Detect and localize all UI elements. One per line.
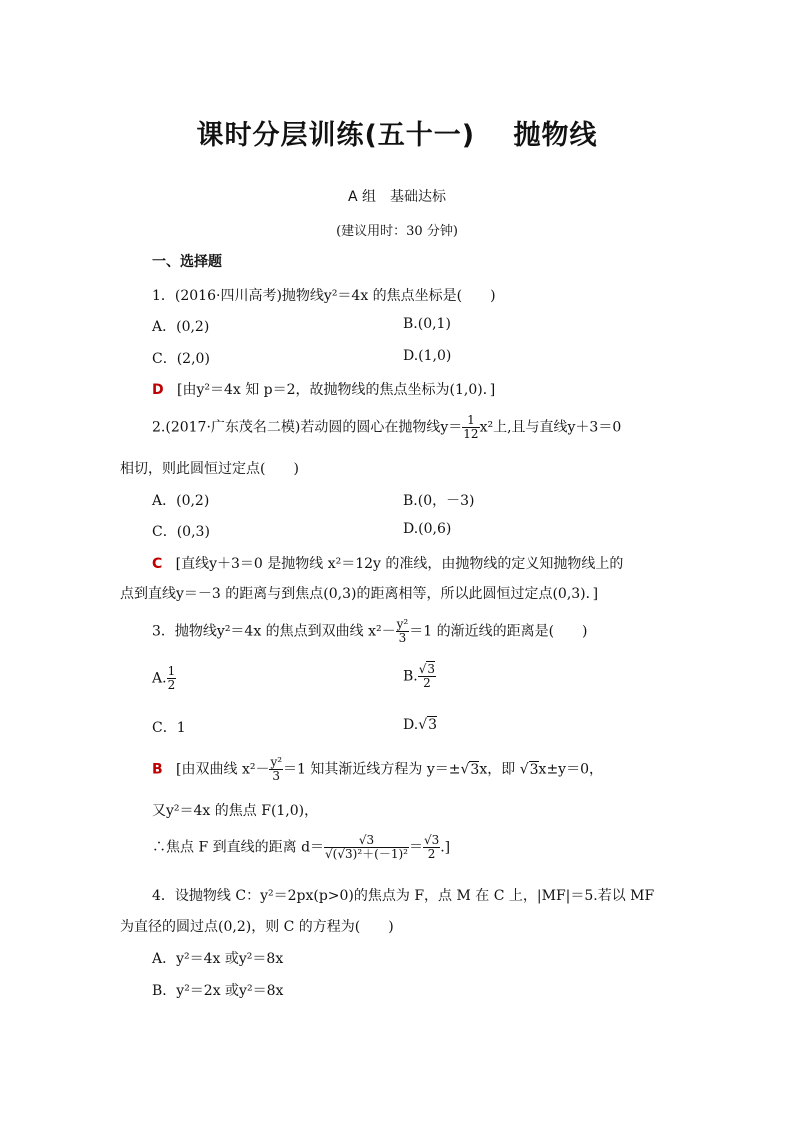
q3-option-a-den: 2 [167,678,176,692]
q2-stem-line2: 相切，则此圆恒过定点( ) [120,461,299,477]
q3-answer-fraction-num: y² [270,755,283,769]
q2-stem [152,414,621,441]
q2-answer [152,553,623,573]
q2-fraction-den: 12 [463,427,479,441]
q3-distance-num: √3 [324,834,409,848]
q1-option-b: B.(0,1) [403,316,451,332]
q2-answer-letter: C [152,556,163,572]
q3-answer-line3-end: .] [440,839,451,856]
q4-stem-line1: 4．设抛物线 C：y²＝2px(p>0)的焦点为 F，点 M 在 C 上，|MF|＝5.若以 MF [152,888,655,904]
q2-fraction [462,414,479,441]
q3-result-num: √3 [423,833,440,847]
q3-option-c: C．1 [152,720,186,736]
q1-stem: 1．(2016·四川高考)抛物线y²＝4x 的焦点坐标是( ) [152,288,496,304]
q3-option-b-num: √3 [418,662,436,676]
page-title: 课时分层训练(五十一) 抛物线 [196,120,598,151]
q3-distance-fraction [324,834,409,861]
q3-option-a-label: A. [152,670,167,687]
q3-stem [152,618,588,645]
q4-option-b: B．y²＝2x 或y²＝8x [152,983,284,999]
q1-answer-letter: D [152,382,164,398]
q2-stem-part-b: x²上,且与直线y＋3＝0 [479,419,622,436]
q1-answer-text: [由y²＝4x 知 p＝2，故抛物线的焦点坐标为(1,0)．] [176,382,496,398]
q3-fraction-den: 3 [398,631,407,645]
q3-answer-radicand-2: 3 [529,761,539,778]
q3-option-d-radicand: 3 [428,717,438,733]
q3-answer-line1: B [由双曲线 x²－ $\frac{\text{y²}}{3}$ ＝1 知其渐近线方程为 y＝±√3x，即 √3x±y＝0， [152,755,603,783]
q2-answer-line2: 点到直线y＝－3 的距离与到焦点(0,3)的距离相等，所以此圆恒过定点(0,3)．] [120,586,599,602]
q3-answer-part-a: [由双曲线 x²－ [176,761,270,778]
q1-option-a: A．(0,2) [152,319,210,335]
q3-option-b-label: B. [403,668,418,685]
q2-option-a: A．(0,2) [152,493,210,509]
q4-option-a: A．y²＝4x 或y²＝8x [152,951,284,967]
q3-result-fraction [423,834,440,861]
q3-answer-part-c: x，即 [479,761,520,778]
q3-fraction [396,618,410,645]
q3-result-den: 2 [427,847,436,861]
q2-stem-part-a: 2.(2017·广东茂名二模)若动圆的圆心在抛物线y＝ [152,419,463,436]
q3-answer-line2: 又y²＝4x 的焦点 F(1,0)， [152,803,319,819]
q3-answer-line3 [152,834,450,861]
q3-option-a-fraction [167,665,177,692]
q3-option-d-label: D. [403,717,419,733]
q3-option-b-radicand: 3 [427,662,436,676]
q3-option-b-den: 2 [423,676,431,690]
q3-stem-part-b: ＝1 的渐近线的距离是( ) [409,623,588,640]
q2-option-b: B.(0，－3) [403,493,475,509]
q3-distance-den: √(√3)²＋(－1)² [325,847,408,861]
q3-stem-part-a: 3．抛物线y²＝4x 的焦点到双曲线 x²－ [152,623,396,640]
q2-fraction-num: 1 [462,414,479,428]
q2-answer-line1: [直线y＋3＝0 是抛物线 x²＝12y 的准线，由抛物线的定义知抛物线上的 [175,556,624,572]
q1-option-d: D.(1,0) [403,348,452,364]
time-note: (建议用时：30 分钟) [336,224,458,239]
q3-option-a-num: 1 [167,664,176,678]
q3-answer-part-d: x±y＝0， [538,761,603,778]
q3-option-a [152,665,176,692]
q3-answer-radicand-1: 3 [470,761,480,778]
group-heading: A 组 基础达标 [347,189,447,205]
q2-option-c: C．(0,3) [152,524,210,540]
q3-answer-line3-equals: ＝ [408,839,423,856]
q3-answer-part-b: ＝1 知其渐近线方程为 y＝± [283,761,461,778]
section-heading: 一、选择题 [152,254,222,270]
q3-option-b-fraction [418,663,436,690]
q2-option-d: D.(0,6) [403,521,452,537]
q3-fraction-num: y² [396,617,409,631]
q4-stem-line2: 为直径的圆过点(0,2)，则 C 的方程为( ) [120,919,394,935]
q3-answer-line3-part-a: ∴焦点 F 到直线的距离 d＝ [152,839,325,856]
q1-option-c: C．(2,0) [152,351,210,367]
q3-option-d: D.√3 [403,717,438,733]
q3-answer-fraction-den: 3 [272,769,281,783]
q3-answer-letter: B [152,761,163,778]
q3-option-b [403,663,436,690]
q1-answer [152,379,495,399]
q3-answer-fraction [269,756,283,783]
